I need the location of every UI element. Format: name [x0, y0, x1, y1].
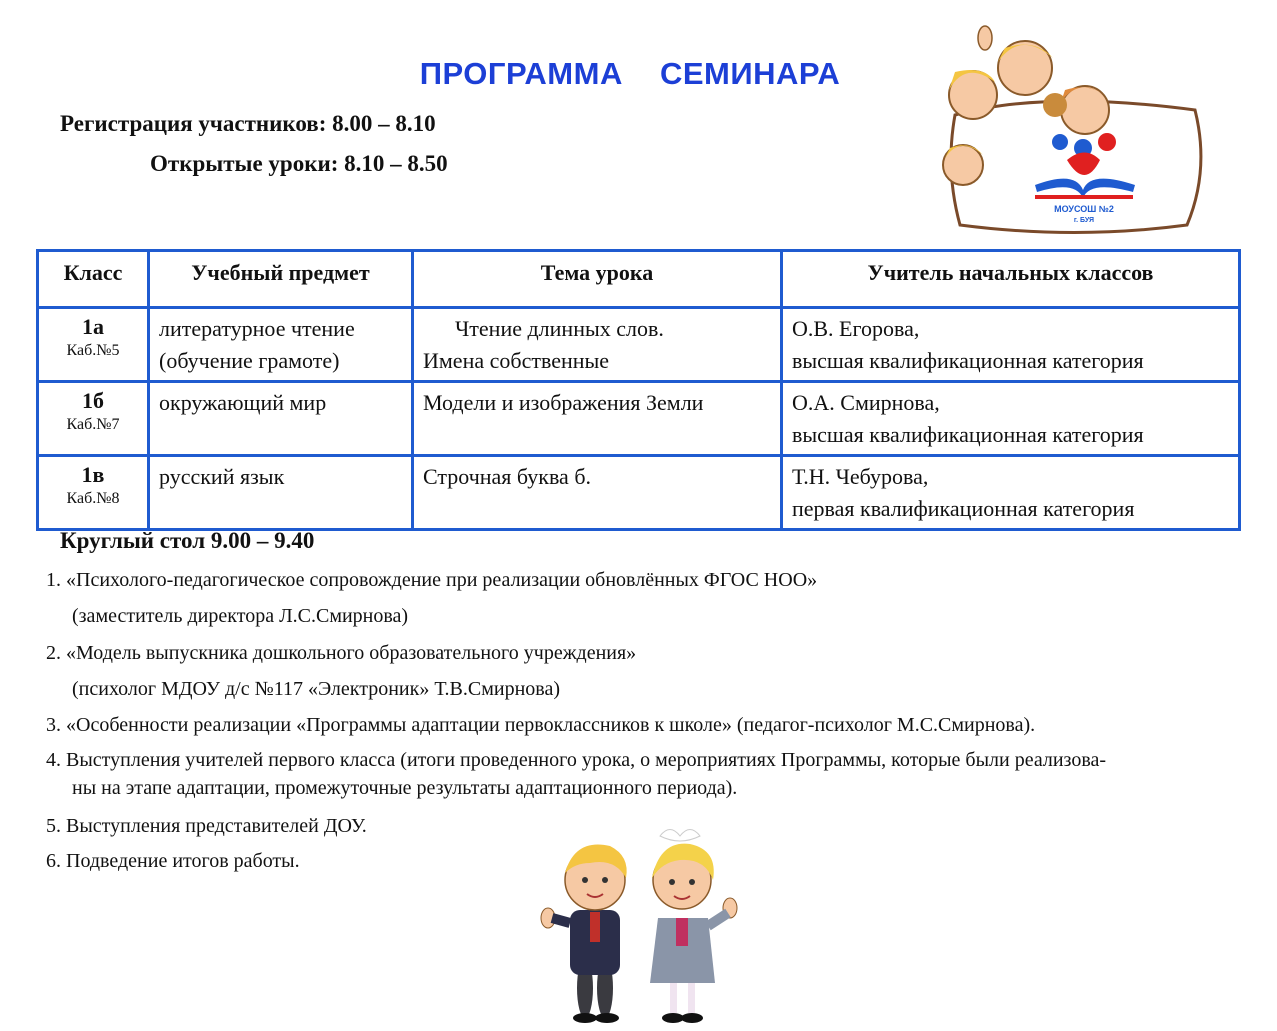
waving-hand [978, 26, 992, 50]
subject-cell [149, 456, 413, 530]
registration-time: Регистрация участников: 8.00 – 8.10 [60, 111, 436, 136]
schoolchildren-illustration [530, 818, 750, 1028]
teacher-category: первая квалификационная категория [792, 496, 1135, 521]
topic-cell [413, 308, 782, 382]
child-head-1 [949, 70, 997, 119]
agenda-item-3 [46, 711, 1251, 739]
boy-figure [541, 845, 627, 1023]
children-logo-illustration [925, 20, 1225, 240]
subject-cell [149, 382, 413, 456]
class-name: 1в [81, 462, 105, 487]
topic-cell [413, 382, 782, 456]
agenda-item-2 [46, 639, 1251, 703]
class-name: 1б [82, 388, 104, 413]
teacher-cell [782, 456, 1240, 530]
child-head-3 [1061, 86, 1109, 134]
teacher-name: О.А. Смирнова, [792, 390, 940, 415]
header-teacher: Учитель начальных классов [782, 251, 1240, 308]
agenda-item-text: 5. Выступления представителей ДОУ. [46, 815, 367, 837]
teacher-cell [782, 308, 1240, 382]
teddy-bear [1043, 93, 1067, 117]
room-number: Каб.№5 [66, 342, 120, 359]
lessons-table [36, 249, 1241, 531]
agenda-item-text: 4. Выступления учителей первого класса (итоги проведенного урока, о мероприятиях Программы, которые были реализова- [46, 749, 1107, 771]
class-cell [38, 308, 149, 382]
topic-text: Модели и изображения Земли [423, 390, 704, 415]
agenda-item-text: 2. «Модель выпускника дошкольного образовательного учреждения» [46, 642, 637, 664]
header-subject: Учебный предмет [149, 251, 413, 308]
teacher-name: Т.Н. Чебурова, [792, 464, 929, 489]
agenda-item-4 [46, 746, 1251, 802]
logo-text-2: г. БУЯ [1073, 217, 1095, 224]
round-table-heading: Круглый стол 9.00 – 9.40 [60, 528, 315, 553]
agenda-item-note: (психолог МДОУ д/с №117 «Электроник» Т.В.Смирнова) [72, 678, 560, 700]
subject-text: окружающий мир [159, 390, 327, 415]
class-cell [38, 456, 149, 530]
header-topic: Тема урока [413, 251, 782, 308]
teacher-cell [782, 382, 1240, 456]
page-title: ПРОГРАММА СЕМИНАРА [419, 56, 841, 91]
subject-cell [149, 308, 413, 382]
table-row [38, 382, 1240, 456]
subject-text: литературное чтение [159, 316, 355, 341]
agenda-item-text-cont: ны на этапе адаптации, промежуточные результаты адаптационного периода). [72, 777, 738, 799]
open-lessons-time: Открытые уроки: 8.10 – 8.50 [150, 151, 448, 176]
class-name: 1а [82, 314, 104, 339]
subject-text: русский язык [159, 464, 285, 489]
subject-text: (обучение грамоте) [159, 348, 340, 373]
topic-cell [413, 456, 782, 530]
teacher-name: О.В. Егорова, [792, 316, 920, 341]
topic-text: Строчная буква б. [423, 464, 592, 489]
teacher-category: высшая квалификационная категория [792, 348, 1144, 373]
agenda-item-text: 3. «Особенности реализации «Программы адаптации первоклассников к школе» (педагог-психолог М.С.Смирнова). [46, 714, 1036, 736]
teacher-category: высшая квалификационная категория [792, 422, 1144, 447]
table-row [38, 456, 1240, 530]
room-number: Каб.№8 [66, 490, 120, 507]
child-head-2 [998, 41, 1053, 95]
header-class: Класс [38, 251, 149, 308]
agenda-item-text: 6. Подведение итогов работы. [46, 850, 300, 872]
agenda-item-1 [46, 566, 1251, 630]
table-row [38, 308, 1240, 382]
agenda-item-note: (заместитель директора Л.С.Смирнова) [72, 605, 409, 627]
agenda-item-text: 1. «Психолого-педагогическое сопровождение при реализации обновлённых ФГОС НОО» [46, 569, 818, 591]
class-cell [38, 382, 149, 456]
logo-text-1: МОУСОШ №2 [1054, 204, 1114, 214]
child-head-4 [943, 145, 983, 185]
topic-text: Имена собственные [423, 348, 610, 373]
room-number: Каб.№7 [66, 416, 120, 433]
topic-text: Чтение длинных слов. [455, 316, 664, 341]
table-header-row [38, 251, 1240, 308]
girl-figure [650, 830, 737, 1024]
